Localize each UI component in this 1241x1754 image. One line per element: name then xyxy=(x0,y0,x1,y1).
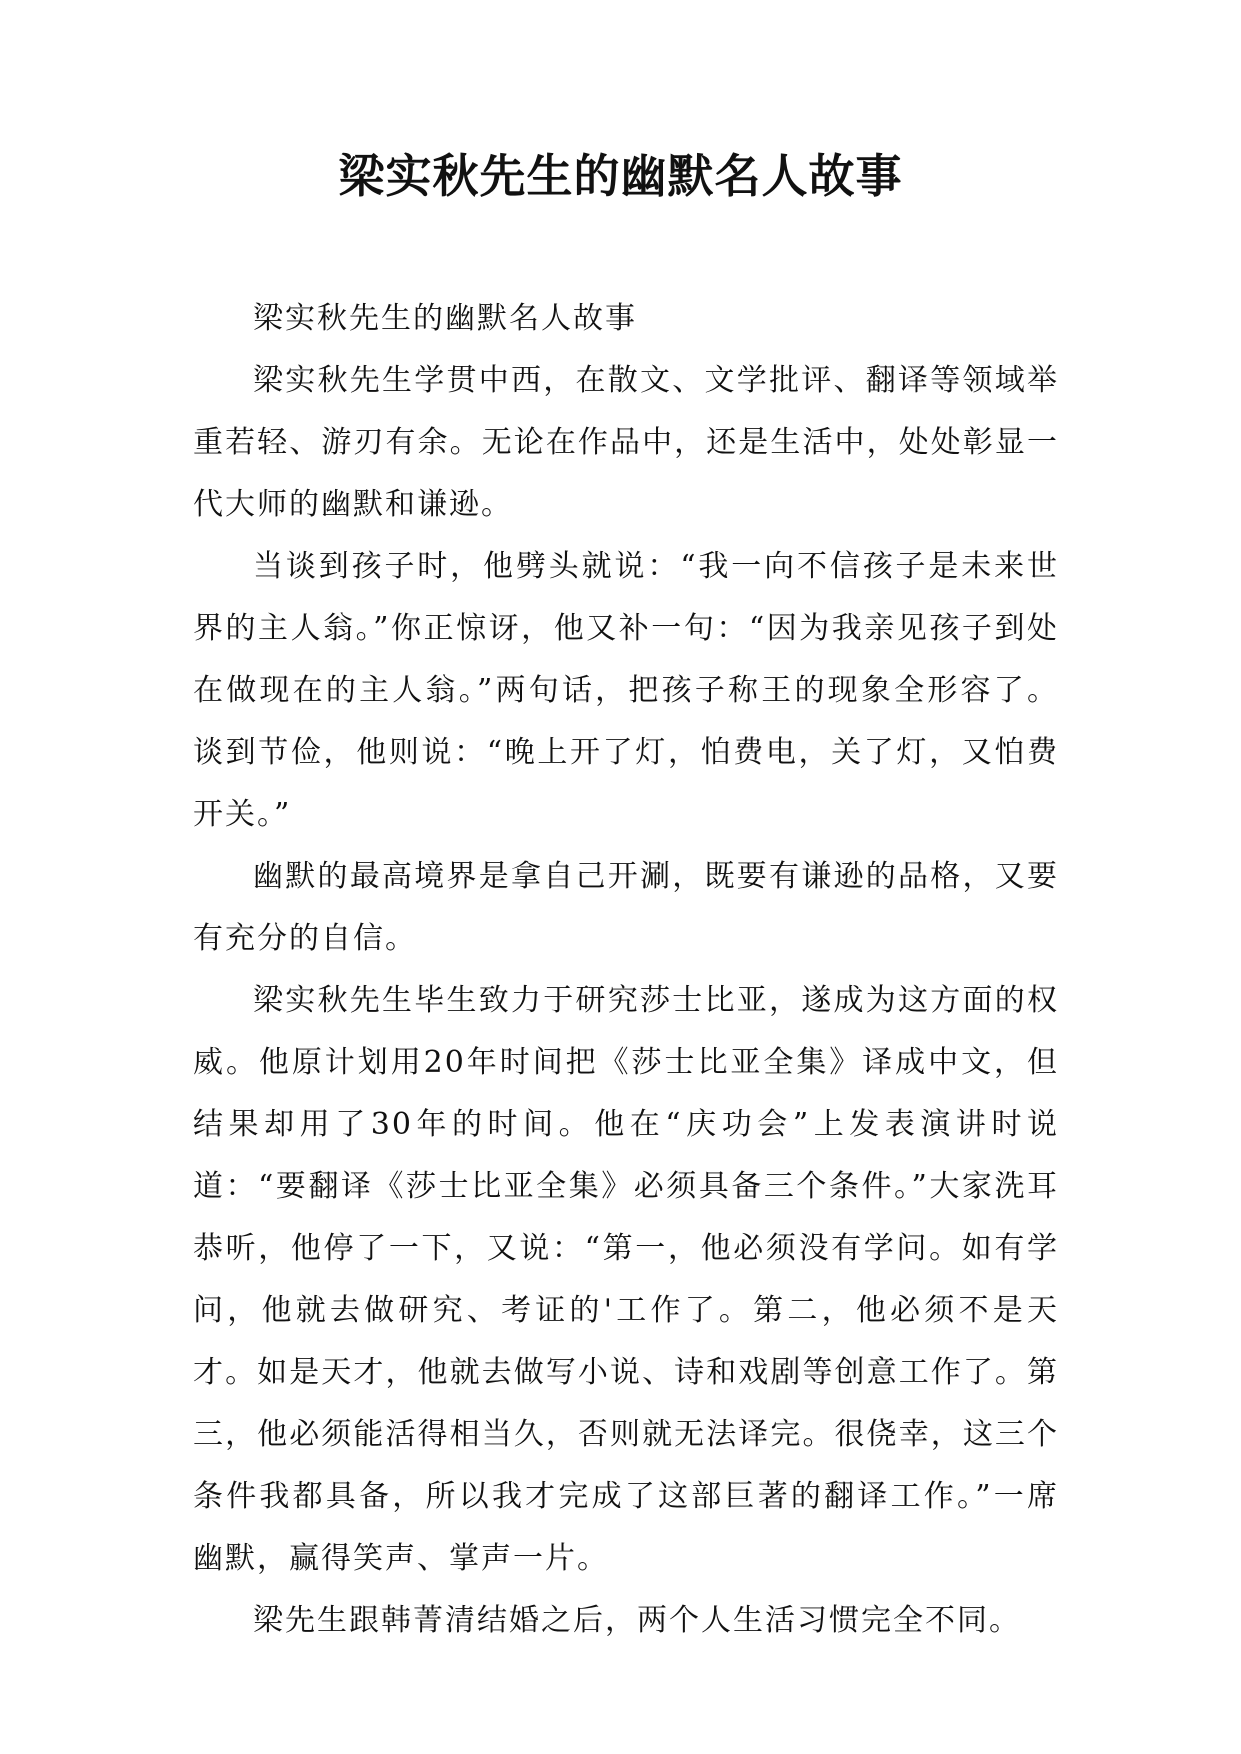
paragraph: 梁实秋先生的幽默名人故事 xyxy=(253,301,637,336)
paragraph: 梁先生跟韩菁清结婚之后，两个人生活习惯完全不同。 xyxy=(253,1603,1021,1638)
paragraph: 当谈到孩子时，他劈头就说：“我一向不信孩子是未来世界的主人翁。”你正惊讶，他又补一句：“因为我亲见孩子到处在做现在的主人翁。”两句话，把孩子称王的现象全形容了。谈到节俭，他则说：“晚上开了灯，怕费电，关了灯，又怕费开关。” xyxy=(193,549,1059,832)
document-body xyxy=(193,288,1059,1652)
paragraph: 梁实秋先生学贯中西，在散文、文学批评、翻译等领域举重若轻、游刃有余。无论在作品中，还是生活中，处处彰显一代大师的幽默和谦逊。 xyxy=(193,363,1059,522)
document-title: 梁实秋先生的幽默名人故事 xyxy=(338,149,903,203)
paragraph: 幽默的最高境界是拿自己开涮，既要有谦逊的品格，又要有充分的自信。 xyxy=(193,859,1059,956)
paragraph: 梁实秋先生毕生致力于研究莎士比亚，遂成为这方面的权威。他原计划用20年时间把《莎士比亚全集》译成中文，但结果却用了30年的时间。他在“庆功会”上发表演讲时说道：“要翻译《莎士比亚全集》必须具备三个条件。”大家洗耳恭听，他停了一下，又说：“第一，他必须没有学问。如有学问，他就去做研究、考证的'工作了。第二，他必须不是天才。如是天才，他就去做写小说、诗和戏剧等创意工作了。第三，他必须能活得相当久，否则就无法译完。很侥幸，这三个条件我都具备，所以我才完成了这部巨著的翻译工作。”一席幽默，赢得笑声、掌声一片。 xyxy=(193,983,1059,1576)
